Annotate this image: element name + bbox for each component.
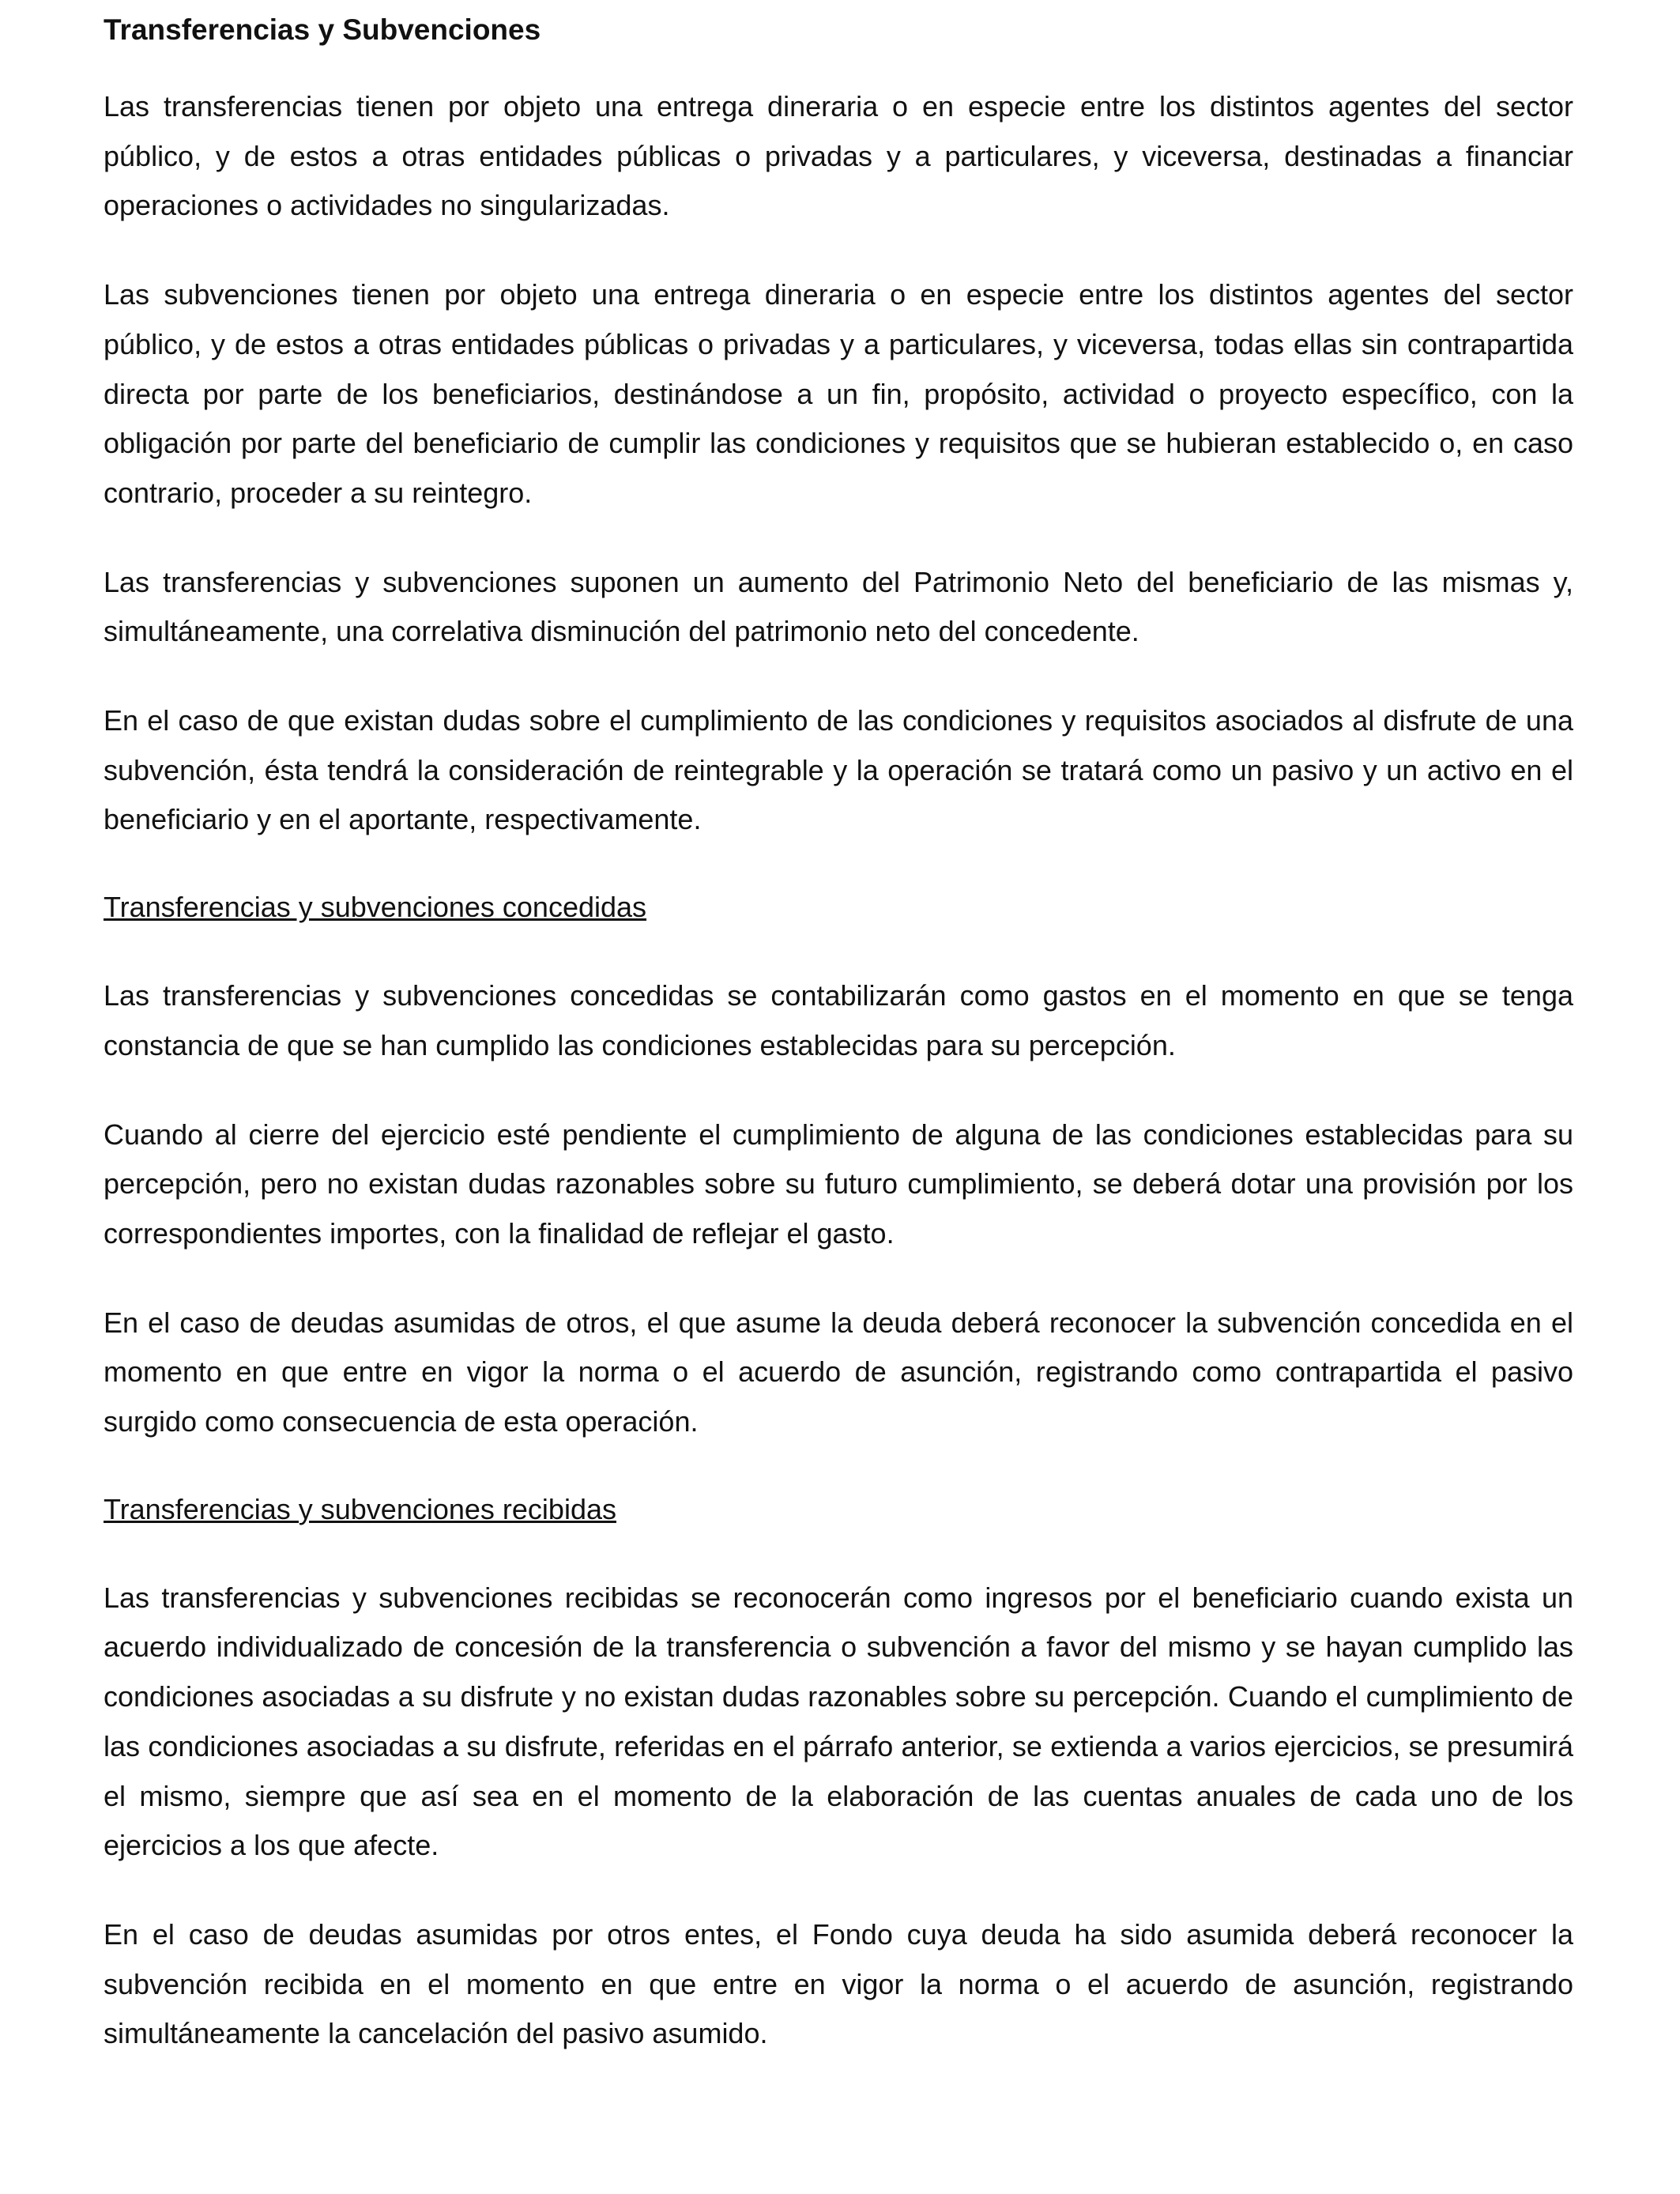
section-heading-recibidas: Transferencias y subvenciones recibidas [104,1492,616,1525]
paragraph-subvenciones-definicion: Las subvenciones tienen por objeto una entrega dineraria o en especie entre los distintos agentes del sector público, y de estos a otras entidades públicas o privadas y a particulares, y viceversa, todas ellas sin contrapartida directa por parte de los beneficiarios, destinándose a un fin, propósito, actividad o proyecto específico, con la obligación por parte del beneficiario de cumplir las condiciones y requisitos que se hubieran establecido o, en caso contrario, proceder a su reintegro. [104,278,1573,509]
paragraph-dudas-reintegrable: En el caso de que existan dudas sobre el cumplimiento de las condiciones y requisitos asociados al disfrute de una subvención, ésta tendrá la consideración de reintegrable y la operación se tratará como un pasivo y un activo en el beneficiario y en el aportante, respectivamente. [104,704,1573,836]
paragraph-concedidas-deudas: En el caso de deudas asumidas de otros, el que asume la deuda deberá reconocer la subvención concedida en el momento en que entre en vigor la norma o el acuerdo de asunción, registrando como contrapartida el pasivo surgido como consecuencia de esta operación. [104,1306,1573,1438]
document-page [104,8,1573,2098]
paragraph-recibidas-deudas: En el caso de deudas asumidas por otros entes, el Fondo cuya deuda ha sido asumida deberá reconocer la subvención recibida en el momento en que entre en vigor la norma o el acuerdo de asunción, registrando simultáneamente la cancelación del pasivo asumido. [104,1917,1573,2050]
paragraph-recibidas-ingresos: Las transferencias y subvenciones recibidas se reconocerán como ingresos por el beneficiario cuando exista un acuerdo individualizado de concesión de la transferencia o subvención a favor del mismo y se hayan cumplido las condiciones asociadas a su disfrute y no existan dudas razonables sobre su percepción. Cuando el cumplimiento de las condiciones asociadas a su disfrute, referidas en el párrafo anterior, se extienda a varios ejercicios, se presumirá el mismo, siempre que así sea en el momento de la elaboración de las cuentas anuales de cada uno de los ejercicios a los que afecte. [104,1581,1573,1862]
document-title: Transferencias y Subvenciones [104,13,541,46]
section-heading-concedidas: Transferencias y subvenciones concedidas [104,891,647,924]
paragraph-concedidas-gastos: Las transferencias y subvenciones concedidas se contabilizarán como gastos en el momento en que se tenga constancia de que se han cumplido las condiciones establecidas para su percepción. [104,979,1573,1061]
paragraph-transferencias-definicion: Las transferencias tienen por objeto una entrega dineraria o en especie entre los distintos agentes del sector público, y de estos a otras entidades públicas o privadas y a particulares, y viceversa, destinadas a financiar operaciones o actividades no singularizadas. [104,90,1573,222]
paragraph-patrimonio-neto: Las transferencias y subvenciones suponen un aumento del Patrimonio Neto del beneficiario de las mismas y, simultáneamente, una correlativa disminución del patrimonio neto del concedente. [104,565,1573,648]
paragraph-concedidas-provision: Cuando al cierre del ejercicio esté pendiente el cumplimiento de alguna de las condiciones establecidas para su percepción, pero no existan dudas razonables sobre su futuro cumplimiento, se deberá dotar una provisión por los correspondientes importes, con la finalidad de reflejar el gasto. [104,1118,1573,1250]
